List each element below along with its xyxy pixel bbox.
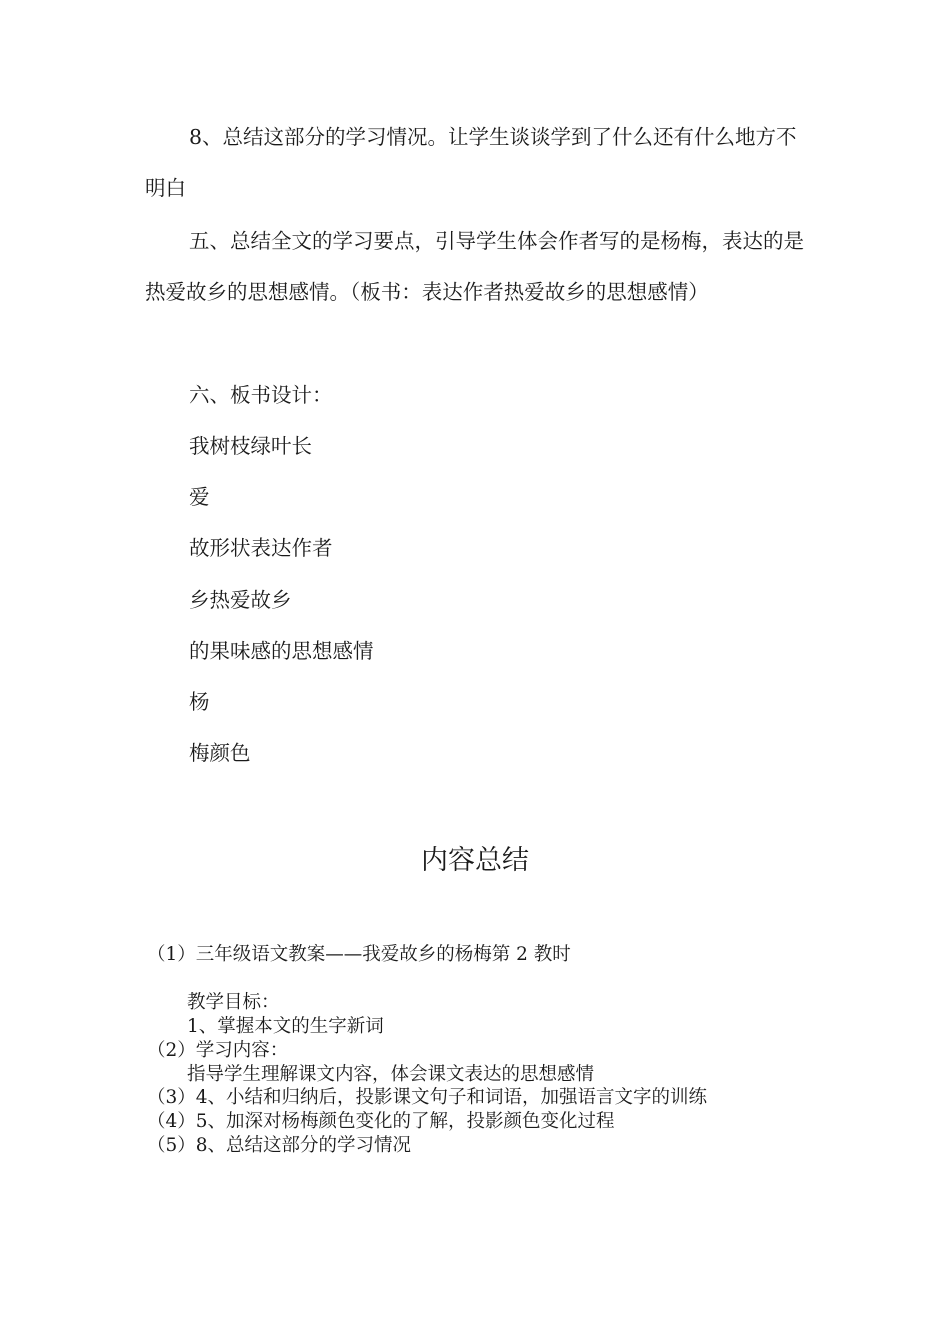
summary-line-6: （3）4、小结和归纳后，投影课文句子和词语，加强语言文字的训练: [147, 1087, 708, 1108]
board-line-5: 的果味感的思想感情: [189, 639, 374, 663]
summary-title: 内容总结: [421, 845, 529, 876]
summary-line-8: （5）8、总结这部分的学习情况: [147, 1135, 412, 1156]
summary-line-1: （1）三年级语文教案——我爱故乡的杨梅第 2 教时: [147, 944, 571, 965]
board-design-heading: 六、板书设计：: [189, 383, 333, 407]
paragraph-section-5: 五、总结全文的学习要点，引导学生体会作者写的是杨梅，表达的是热爱故乡的思想感情。（板书：表达作者热爱故乡的思想感情）: [145, 229, 804, 304]
board-line-3: 故形状表达作者: [189, 536, 333, 560]
summary-line-5: 指导学生理解课文内容，体会课文表达的思想感情: [187, 1064, 595, 1085]
board-line-6: 杨: [189, 690, 210, 714]
board-line-7: 梅颜色: [189, 741, 251, 765]
summary-line-4: （2）学习内容：: [147, 1040, 289, 1061]
board-line-2: 爱: [189, 485, 210, 509]
board-line-1: 我树枝绿叶长: [189, 434, 312, 458]
summary-line-2: 教学目标：: [187, 992, 280, 1013]
summary-line-3: 1、掌握本文的生字新词: [187, 1016, 384, 1037]
summary-line-7: （4）5、加深对杨梅颜色变化的了解，投影颜色变化过程: [147, 1111, 615, 1132]
board-line-4: 乡热爱故乡: [189, 588, 292, 612]
paragraph-step-8: 8、总结这部分的学习情况。让学生谈谈学到了什么还有什么地方不明白: [145, 125, 797, 200]
